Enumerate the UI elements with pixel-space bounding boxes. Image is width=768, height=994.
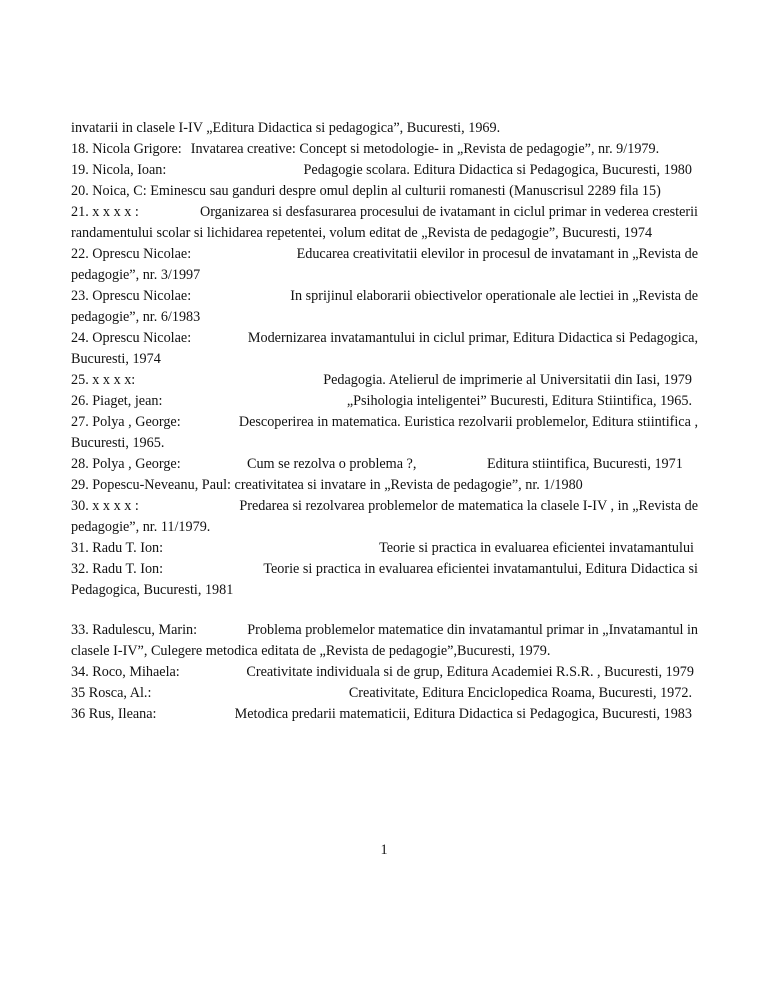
page-number: 1	[380, 842, 388, 858]
entry-author: 36 Rus, Ileana:	[71, 706, 157, 722]
bibliography-entry	[71, 412, 698, 454]
entry-text: 20. Noica, C: Eminescu sau ganduri despre omul deplin al culturii romanesti (Manuscrisul 2289 fila 15)	[71, 183, 661, 199]
entry-text: 29. Popescu-Neveanu, Paul: creativitatea si invatare in „Revista de pedagogie”, nr. 1/1980	[71, 477, 583, 493]
entry-continuation: Bucuresti, 1965.	[71, 435, 165, 451]
entry-title: Organizarea si desfasurarea procesului de ivatamant in ciclul primar in vederea cresterii	[199, 204, 698, 220]
entry-author: 33. Radulescu, Marin:	[71, 622, 198, 638]
entry-title: Teorie si practica in evaluarea eficientei invatamantului, Editura Didactica si	[263, 561, 698, 577]
bibliography-entry	[71, 202, 698, 244]
bibliography-entry	[71, 160, 698, 181]
entry-continuation: randamentului scolar si lichidarea repetentei, volum editat de „Revista de pedagogie”, Bucuresti, 1974	[71, 225, 653, 241]
bibliography-entry	[71, 286, 698, 328]
entry-title: Cum se rezolva o problema ?,	[247, 456, 417, 472]
entry-author: 35 Rosca, Al.:	[71, 685, 152, 701]
entry-author: 28. Polya , George:	[71, 456, 181, 472]
bibliography-entry	[71, 391, 698, 412]
entry-title: Pedagogie scolara. Editura Didactica si Pedagogica, Bucuresti, 1980	[303, 162, 692, 178]
entry-author: 32. Radu T. Ion:	[71, 561, 164, 577]
entry-title: Pedagogia. Atelierul de imprimerie al Universitatii din Iasi, 1979	[323, 372, 692, 388]
bibliography-entry	[71, 118, 698, 139]
entry-author: 23. Oprescu Nicolae:	[71, 288, 192, 304]
bibliography-entry	[71, 538, 698, 559]
entry-title: „Psihologia inteligentei” Bucuresti, Editura Stiintifica, 1965.	[346, 393, 692, 409]
entry-continuation: clasele I-IV”, Culegere metodica editata de „Revista de pedagogie”,Bucuresti, 1979.	[71, 643, 551, 659]
bibliography-list	[71, 118, 698, 725]
bibliography-entry	[71, 370, 698, 391]
bibliography-entry	[71, 181, 698, 202]
entry-continuation: Pedagogica, Bucuresti, 1981	[71, 582, 234, 598]
entry-author: 19. Nicola, Ioan:	[71, 162, 167, 178]
bibliography-entry	[71, 662, 698, 683]
entry-title: Problema problemelor matematice din invatamantul primar in „Invatamantul in	[247, 622, 698, 638]
blank-line	[71, 601, 698, 620]
bibliography-entry	[71, 620, 698, 662]
bibliography-entry	[71, 683, 698, 704]
entry-continuation: pedagogie”, nr. 3/1997	[71, 267, 201, 283]
entry-continuation: Bucuresti, 1974	[71, 351, 161, 367]
bibliography-entry	[71, 328, 698, 370]
entry-title: Creativitate individuala si de grup, Editura Academiei R.S.R. , Bucuresti, 1979	[246, 664, 694, 680]
entry-author: 24. Oprescu Nicolae:	[71, 330, 192, 346]
entry-title: Metodica predarii matematicii, Editura Didactica si Pedagogica, Bucuresti, 1983	[234, 706, 692, 722]
entry-author: 21. x x x x :	[71, 204, 139, 220]
entry-title: Creativitate, Editura Enciclopedica Roama, Bucuresti, 1972.	[348, 685, 692, 701]
entry-author: 22. Oprescu Nicolae:	[71, 246, 192, 262]
entry-title: Predarea si rezolvarea problemelor de matematica la clasele I-IV , in „Revista de	[239, 498, 698, 514]
entry-author: 18. Nicola Grigore:	[71, 141, 182, 157]
entry-publisher: Editura stiintifica, Bucuresti, 1971	[487, 456, 683, 472]
entry-author: 30. x x x x :	[71, 498, 139, 514]
entry-author: 25. x x x x:	[71, 372, 136, 388]
bibliography-entry	[71, 559, 698, 601]
entry-continuation: pedagogie”, nr. 6/1983	[71, 309, 201, 325]
entry-title: Modernizarea invatamantului in ciclul primar, Editura Didactica si Pedagogica,	[247, 330, 698, 346]
bibliography-entry	[71, 496, 698, 538]
bibliography-entry	[71, 475, 698, 496]
entry-continuation: pedagogie”, nr. 11/1979.	[71, 519, 211, 535]
entry-title: Educarea creativitatii elevilor in procesul de invatamant in „Revista de	[296, 246, 698, 262]
entry-author: 34. Roco, Mihaela:	[71, 664, 180, 680]
entry-author: 26. Piaget, jean:	[71, 393, 163, 409]
entry-title: Teorie si practica in evaluarea eficientei invatamantului	[379, 540, 694, 556]
entry-title: Invatarea creative: Concept si metodologie- in „Revista de pedagogie”, nr. 9/1979.	[190, 141, 660, 157]
bibliography-entry	[71, 139, 698, 160]
entry-author: 27. Polya , George:	[71, 414, 181, 430]
bibliography-entry	[71, 454, 698, 475]
bibliography-entry	[71, 704, 698, 725]
entry-title: Descoperirea in matematica. Euristica rezolvarii problemelor, Editura stiintifica ,	[238, 414, 698, 430]
entry-title: In sprijinul elaborarii obiectivelor operationale ale lectiei in „Revista de	[290, 288, 698, 304]
entry-text: invatarii in clasele I-IV „Editura Didactica si pedagogica”, Bucuresti, 1969.	[71, 120, 501, 136]
bibliography-entry	[71, 244, 698, 286]
entry-author: 31. Radu T. Ion:	[71, 540, 164, 556]
